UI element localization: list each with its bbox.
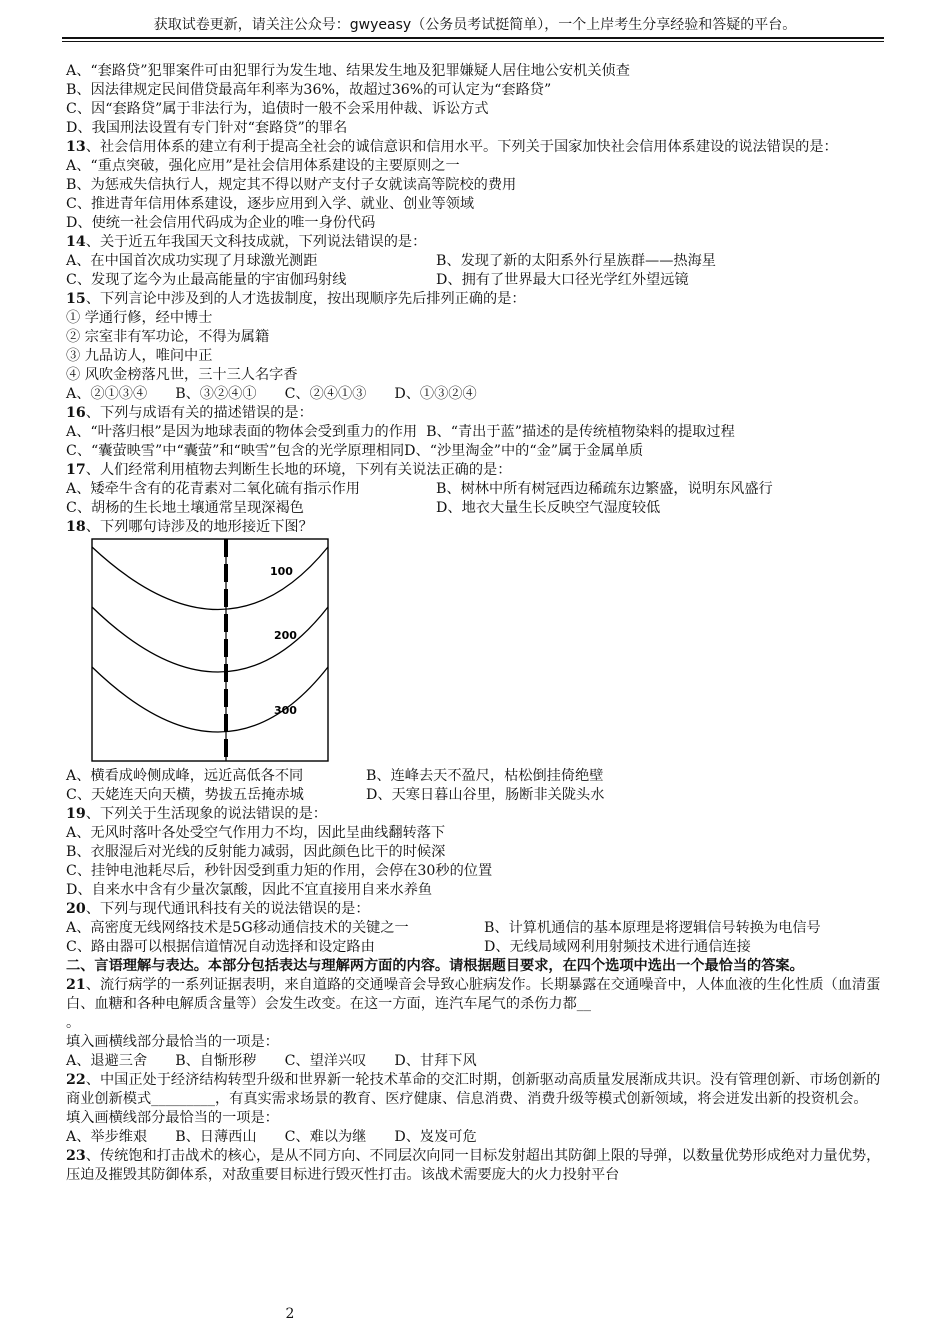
q21-stem-text: 、流行病学的一系列证据表明，来自道路的交通噪音会导致心脏病发作。长期暴露在交通噪音中，人体血液的生化性质（血清蛋白、血糖和各种电解质含量等）会发生改变。在这一方面，连汽车尾气的杀伤力都__ <box>66 977 881 1012</box>
q20-option-b: B、计算机通信的基本原理是将逻辑信号转换为电信号 <box>484 920 821 936</box>
q18-options-row1 <box>66 767 884 786</box>
q17-options-row1 <box>66 480 884 499</box>
q20-stem <box>66 900 884 919</box>
q19-stem-text: 、下列关于生活现象的说法错误的是： <box>85 806 327 822</box>
q15-option-a: A、②①③④ <box>66 386 148 402</box>
q15-option-b: B、③②④① <box>175 386 257 402</box>
q19-option-c: C、挂钟电池耗尽后，秒针因受到重力矩的作用，会停在30秒的位置 <box>66 863 493 879</box>
q17-option-a: A、矮牵牛含有的花青素对二氧化硫有指示作用 <box>66 481 360 497</box>
page-number: 2 <box>285 1306 295 1322</box>
q13-option-b: B、为惩戒失信执行人，规定其不得以财产支付子女就读高等院校的费用 <box>66 177 517 193</box>
q13-option-d: D、使统一社会信用代码成为企业的唯一身份代码 <box>66 215 376 231</box>
q15-option-d: D、①③②④ <box>394 386 477 402</box>
q21-option-c: C、望洋兴叹 <box>284 1053 367 1069</box>
q21-prompt: 填入画横线部分最恰当的一项是： <box>66 1034 279 1050</box>
contour-line-100 <box>92 547 328 610</box>
q13-stem-text: 、社会信用体系的建立有利于提高全社会的诚信意识和信用水平。下列关于国家加快社会信用体系建设的说法错误的是： <box>85 139 838 155</box>
q19-option-b: B、衣服湿后对光线的反射能力减弱，因此颜色比干的时候深 <box>66 844 446 860</box>
q15-item-1: ① 学通行修，经中博士 <box>66 310 213 326</box>
q14-option-d: D、拥有了世界最大口径光学红外望远镜 <box>436 272 689 288</box>
q15-item-2: ② 宗室非有军功论，不得为属籍 <box>66 329 270 345</box>
header-notice: 获取试卷更新，请关注公众号：gwyeasy（公务员考试挺简单），一个上岸考生分享经验和答疑的平台。 <box>153 17 797 33</box>
q19-stem <box>66 805 884 824</box>
q20-option-c: C、路由器可以根据信道情况自动选择和设定路由 <box>66 939 375 955</box>
q18-number: 18 <box>66 519 86 535</box>
q17-option-c: C、胡杨的生长地土壤通常呈现深褐色 <box>66 500 304 516</box>
q18-figure <box>66 537 884 767</box>
q17-option-b: B、树林中所有树冠西边稀疏东边繁盛，说明东风盛行 <box>436 481 773 497</box>
q18-option-c: C、天姥连天向天横，势拔五岳掩赤城 <box>66 787 304 803</box>
q18-stem <box>66 518 884 537</box>
q20-option-a: A、高密度无线网络技术是5G移动通信技术的关键之一 <box>66 920 409 936</box>
q17-option-d: D、地衣大量生长反映空气湿度较低 <box>436 500 661 516</box>
q14-options-row2 <box>66 271 884 290</box>
q16-stem-text: 、下列与成语有关的描述错误的是： <box>85 405 313 421</box>
q15-item-3: ③ 九品访人，唯问中正 <box>66 348 213 364</box>
q21-option-a: A、退避三舍 <box>66 1053 148 1069</box>
q22-prompt: 填入画横线部分最恰当的一项是： <box>66 1110 279 1126</box>
q15-number: 15 <box>66 291 86 307</box>
q21-stem <box>66 976 884 1014</box>
q22-option-b: B、日薄西山 <box>175 1129 257 1145</box>
q12-option-d: D、我国刑法设置有专门针对“套路贷”的罪名 <box>66 120 348 136</box>
q23-stem-text: 、传统饱和打击战术的核心，是从不同方向、不同层次向同一目标发射超出其防御上限的导弹，以数量优势形成绝对力量优势，压迫及摧毁其防御体系，对敌重要目标进行毁灭性打击。该战术需要庞大的火力投射平台 <box>66 1148 881 1183</box>
header-rule-thin <box>62 41 884 42</box>
q14-options-row1 <box>66 252 884 271</box>
q15-item-4: ④ 风吹金榜落凡世，三十三人名字香 <box>66 367 298 383</box>
q12-option-b: B、因法律规定民间借贷最高年利率为36%，故超过36%的可认定为“套路贷” <box>66 82 552 98</box>
q14-stem-text: 、关于近五年我国天文科技成就，下列说法错误的是： <box>85 234 427 250</box>
q22-number: 22 <box>66 1072 86 1088</box>
q18-option-b: B、连峰去天不盈尺，枯松倒挂倚绝壁 <box>366 768 604 784</box>
q12-option-a: A、“套路贷”犯罪案件可由犯罪行为发生地、结果发生地及犯罪嫌疑人居住地公安机关侦查 <box>66 63 630 79</box>
q18-option-d: D、天寒日暮山谷里，肠断非关陇头水 <box>366 787 605 803</box>
q21-stem-tail: 。 <box>66 1015 81 1031</box>
q21-option-d: D、甘拜下风 <box>394 1053 477 1069</box>
q21-options-row <box>66 1052 884 1071</box>
q19-number: 19 <box>66 806 86 822</box>
q20-stem-text: 、下列与现代通讯科技有关的说法错误的是： <box>85 901 370 917</box>
q13-option-c: C、推进青年信用体系建设，逐步应用到入学、就业、创业等领域 <box>66 196 475 212</box>
q15-stem <box>66 290 884 309</box>
q21-number: 21 <box>66 977 86 993</box>
contour-label-200: 200 <box>274 629 297 642</box>
q16-stem <box>66 404 884 423</box>
q22-stem <box>66 1071 884 1109</box>
q20-number: 20 <box>66 901 86 917</box>
q12-option-c: C、因“套路贷”属于非法行为，追债时一般不会采用仲裁、诉讼方式 <box>66 101 489 117</box>
q14-number: 14 <box>66 234 86 250</box>
q13-stem <box>66 138 884 157</box>
q16-option-b: B、“青出于蓝”描述的是传统植物染料的提取过程 <box>426 424 735 440</box>
q15-stem-text: 、下列言论中涉及到的人才选拔制度，按出现顺序先后排列正确的是： <box>85 291 526 307</box>
page-content <box>66 62 884 1185</box>
q22-stem-text: 、中国正处于经济结构转型升级和世界新一轮技术革命的交汇时期，创新驱动高质量发展渐成共识。没有管理创新、市场创新的商业创新模式_________，有真实需求场景的教育、医疗健康、信息消费、消费升级等模式创新领域，将会迸发出新的投资机会。 <box>66 1072 881 1107</box>
q20-options-row2 <box>66 938 884 957</box>
q23-number: 23 <box>66 1148 86 1164</box>
q17-stem-text: 、人们经常利用植物去判断生长地的环境，下列有关说法正确的是： <box>85 462 512 478</box>
q21-option-b: B、自惭形秽 <box>175 1053 257 1069</box>
q18-options-row2 <box>66 786 884 805</box>
q16-number: 16 <box>66 405 86 421</box>
q19-option-d: D、自来水中含有少量次氯酸，因此不宜直接用自来水养鱼 <box>66 882 433 898</box>
contour-line-300 <box>92 667 328 732</box>
q14-option-b: B、发现了新的太阳系外行星族群——热海星 <box>436 253 716 269</box>
q20-option-d: D、无线局域网利用射频技术进行通信连接 <box>484 939 751 955</box>
q13-number: 13 <box>66 139 86 155</box>
q22-option-a: A、举步维艰 <box>66 1129 148 1145</box>
contour-label-300: 300 <box>274 704 297 717</box>
q19-option-a: A、无风时落叶各处受空气作用力不均，因此呈曲线翻转落下 <box>66 825 446 841</box>
q14-stem <box>66 233 884 252</box>
q20-options-row1 <box>66 919 884 938</box>
q15-option-c: C、②④①③ <box>284 386 367 402</box>
section-2-title: 二、言语理解与表达。本部分包括表达与理解两方面的内容。请根据题目要求，在四个选项中选出一个最恰当的答案。 <box>66 958 804 974</box>
q18-stem-text: 、下列哪句诗涉及的地形接近下图？ <box>85 519 313 535</box>
q17-stem <box>66 461 884 480</box>
q23-stem <box>66 1147 884 1185</box>
q14-option-a: A、在中国首次成功实现了月球激光测距 <box>66 253 318 269</box>
q17-options-row2 <box>66 499 884 518</box>
q22-option-d: D、岌岌可危 <box>394 1129 477 1145</box>
q17-number: 17 <box>66 462 86 478</box>
q16-option-c: C、“囊萤映雪”中“囊萤”和“映雪”包含的光学原理相同 <box>66 443 405 459</box>
q16-options-ab <box>66 423 884 442</box>
q14-option-c: C、发现了迄今为止最高能量的宇宙伽玛射线 <box>66 272 347 288</box>
contour-label-100: 100 <box>270 565 293 578</box>
q15-options-row <box>66 385 884 404</box>
q22-options-row <box>66 1128 884 1147</box>
q18-option-a: A、横看成岭侧成峰，远近高低各不同 <box>66 768 304 784</box>
header-rule-thick <box>62 37 884 39</box>
q16-options-cd <box>66 442 884 461</box>
q16-option-d: D、“沙里淘金”中的“金”属于金属单质 <box>404 443 644 459</box>
q22-option-c: C、难以为继 <box>284 1129 367 1145</box>
q16-option-a: A、“叶落归根”是因为地球表面的物体会受到重力的作用 <box>66 424 418 440</box>
contour-map <box>66 537 884 767</box>
q13-option-a: A、“重点突破，强化应用”是社会信用体系建设的主要原则之一 <box>66 158 460 174</box>
